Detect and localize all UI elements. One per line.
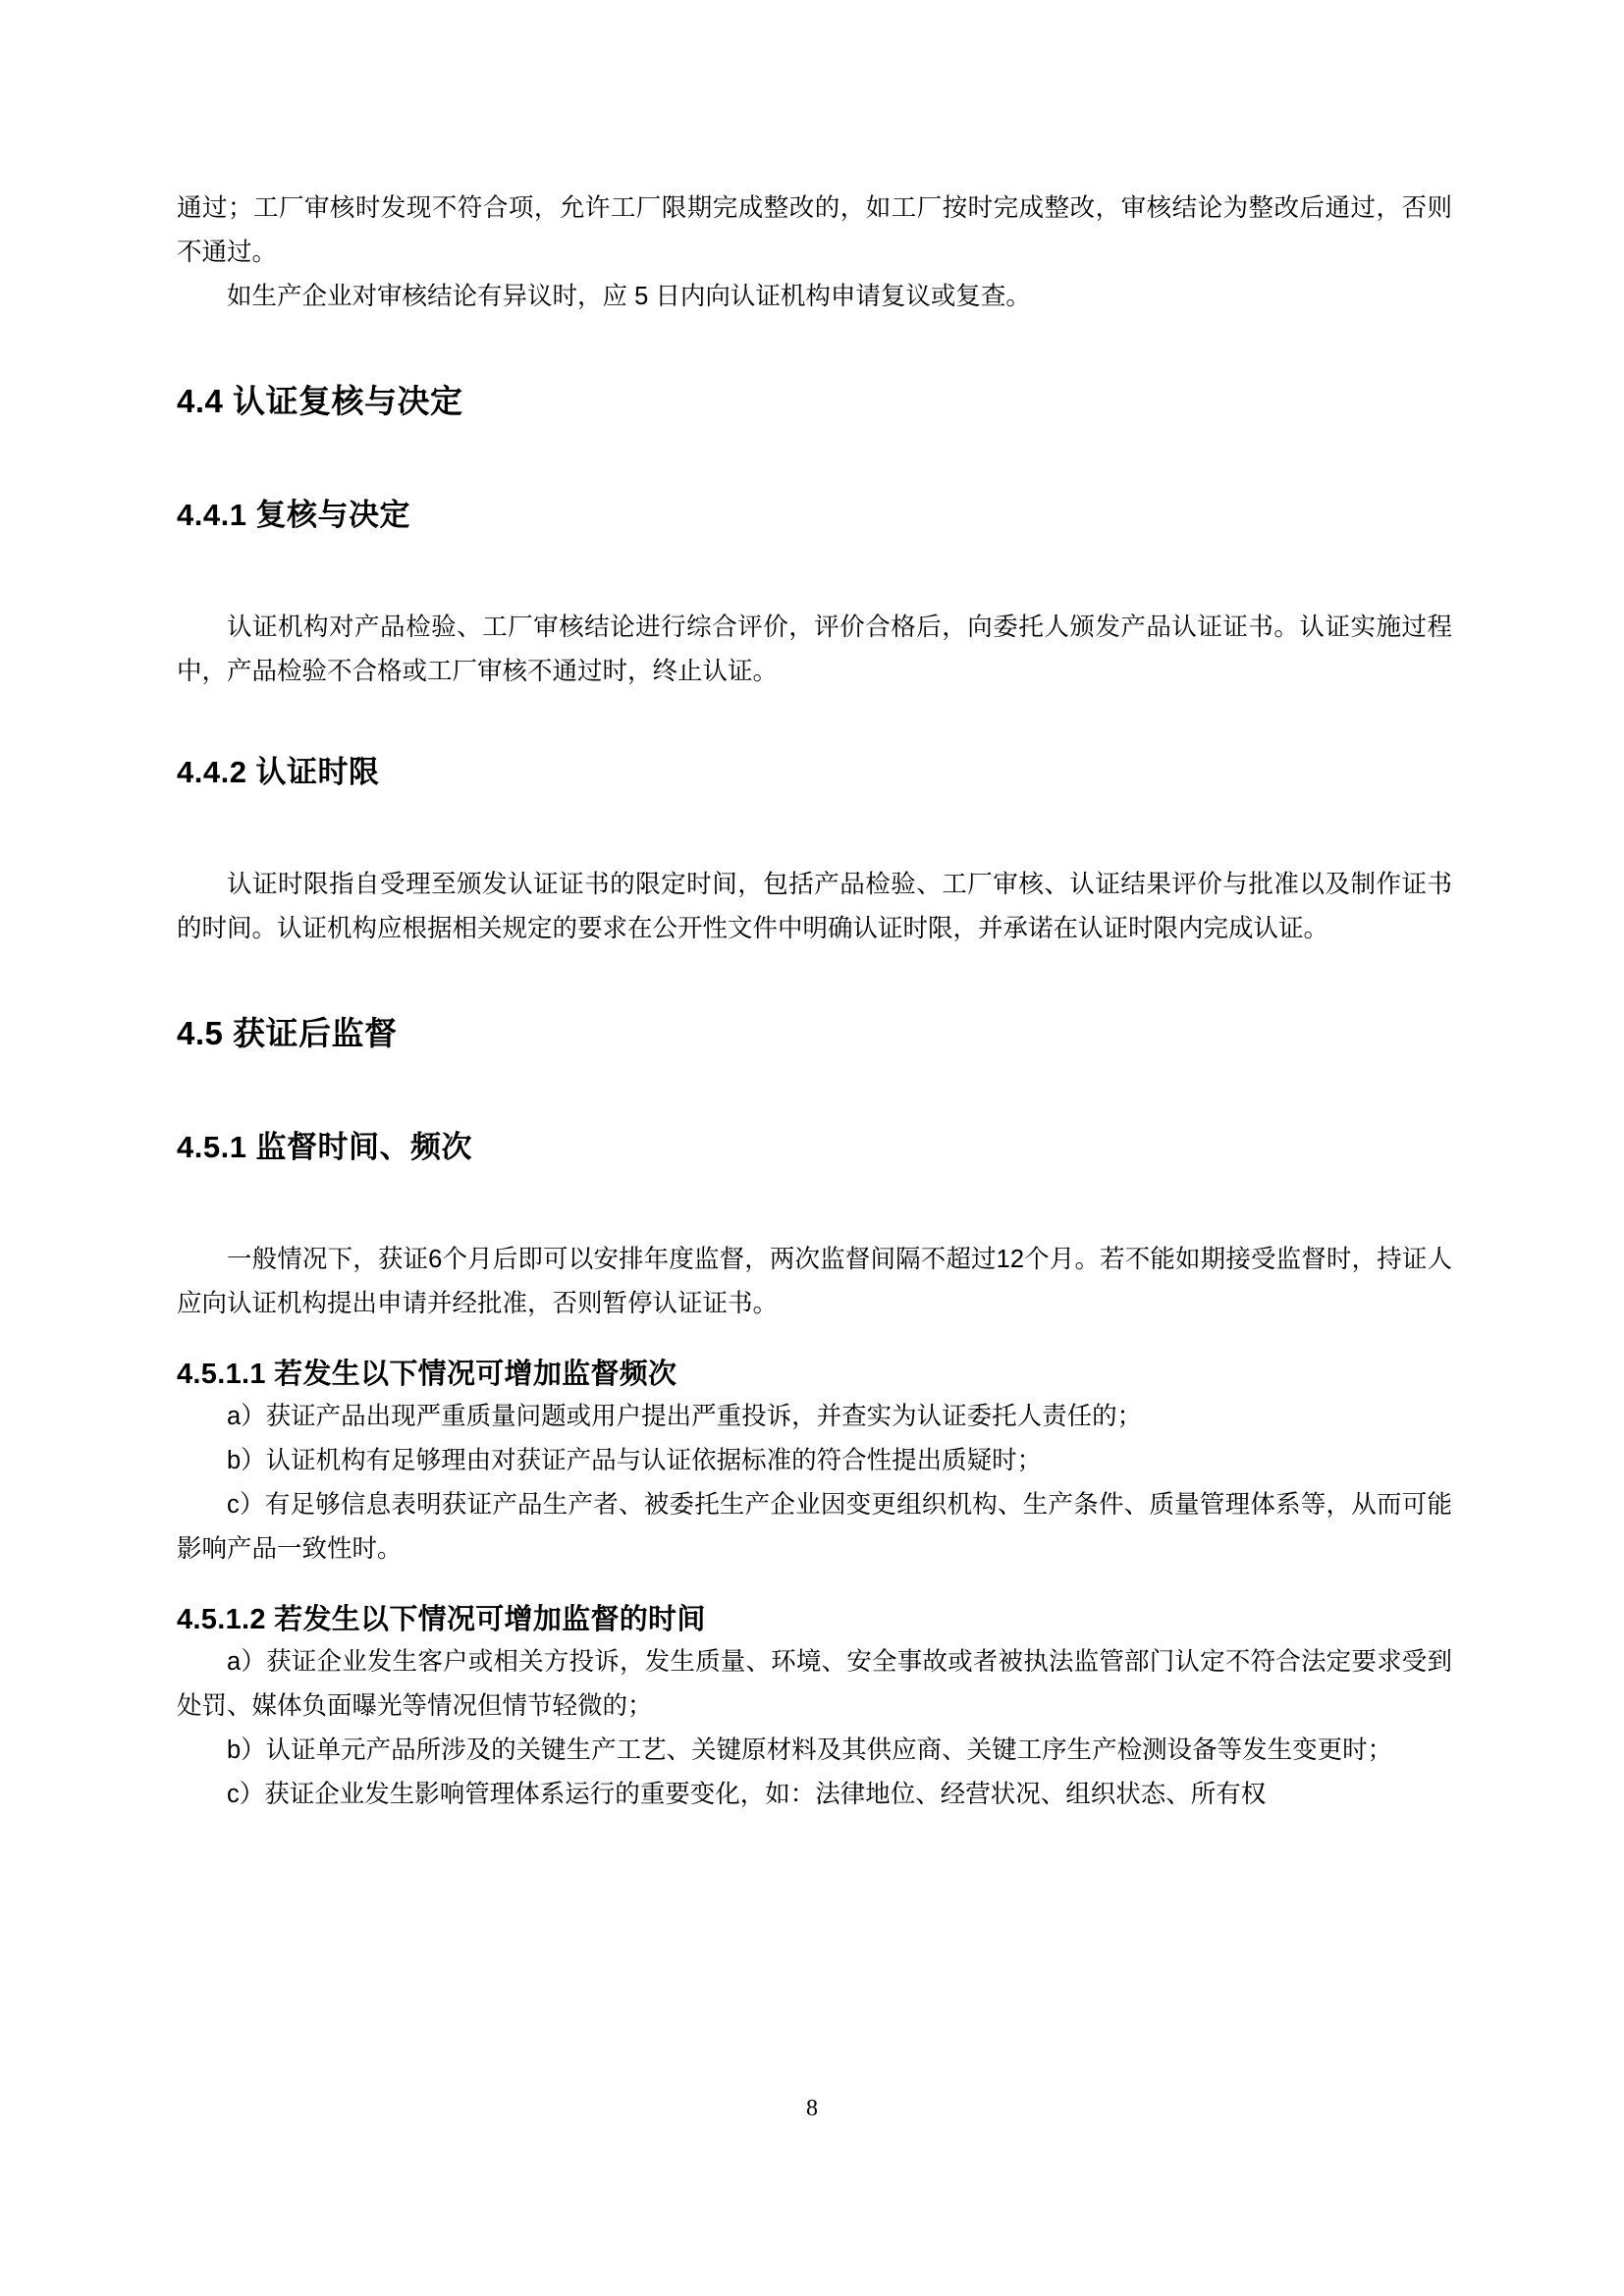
spacer [177,951,1452,1012]
paragraph-continuation: 通过；工厂审核时发现不符合项，允许工厂限期完成整改的，如工厂按时完成整改，审核结论为整改后通过，否则不通过。 [177,194,1452,266]
spacer [177,423,1452,494]
spacer [177,694,1452,751]
list-item: a）获证产品出现严重质量问题或用户提出严重投诉，并查实为认证委托人责任的； [227,1403,1143,1430]
spacer [177,1572,1452,1599]
list-item: b）认证机构有足够理由对获证产品与认证依据标准的符合性提出质疑时； [227,1447,1043,1474]
heading-4-4: 4.4 认证复核与决定 [177,383,463,419]
list-item: b）认证单元产品所涉及的关键生产工艺、关键原材料及其供应商、关键工序生产检测设备等发生变更时； [227,1736,1393,1764]
heading-4-5: 4.5 获证后监督 [177,1015,398,1051]
spacer [177,1055,1452,1126]
heading-4-4-2: 4.4.2 认证时限 [177,755,380,789]
paragraph-4-5-1: 一般情况下，获证6个月后即可以安排年度监督，两次监督间隔不超过12个月。若不能如期接受监督时，持证人应向认证机构提出申请并经批准，否则暂停认证证书。 [177,1246,1452,1317]
spacer [177,1169,1452,1238]
spacer [177,794,1452,863]
paragraph-objection: 如生产企业对审核结论有异议时，应 5 日内向认证机构申请复议或复查。 [227,283,1031,310]
heading-4-5-1: 4.5.1 监督时间、频次 [177,1130,473,1164]
heading-4-5-1-2: 4.5.1.2 若发生以下情况可增加监督的时间 [177,1604,706,1635]
spacer [177,319,1452,380]
paragraph-4-4-2: 认证时限指自受理至颁发认证证书的限定时间，包括产品检验、工厂审核、认证结果评价与批准以及制作证书的时间。认证机构应根据相关规定的要求在公开性文件中明确认证时限，并承诺在认证时限内完成认证。 [177,871,1452,942]
list-item: c）获证企业发生影响管理体系运行的重要变化，如：法律地位、经营状况、组织状态、所有权 [227,1781,1267,1808]
spacer [177,537,1452,606]
heading-4-5-1-1: 4.5.1.1 若发生以下情况可增加监督频次 [177,1359,677,1390]
page-number: 8 [806,2096,818,2121]
paragraph-4-4-1: 认证机构对产品检验、工厂审核结论进行综合评价，评价合格后，向委托人颁发产品认证证书。认证实施过程中，产品检验不合格或工厂审核不通过时，终止认证。 [177,614,1452,685]
spacer [177,1326,1452,1354]
heading-4-4-1: 4.4.1 复核与决定 [177,498,411,532]
list-item: c）有足够信息表明获证产品生产者、被委托生产企业因变更组织机构、生产条件、质量管理体系等，从而可能影响产品一致性时。 [177,1491,1452,1563]
list-item: a）获证企业发生客户或相关方投诉，发生质量、环境、安全事故或者被执法监管部门认定不符合法定要求受到处罚、媒体负面曝光等情况但情节轻微的； [177,1648,1452,1720]
